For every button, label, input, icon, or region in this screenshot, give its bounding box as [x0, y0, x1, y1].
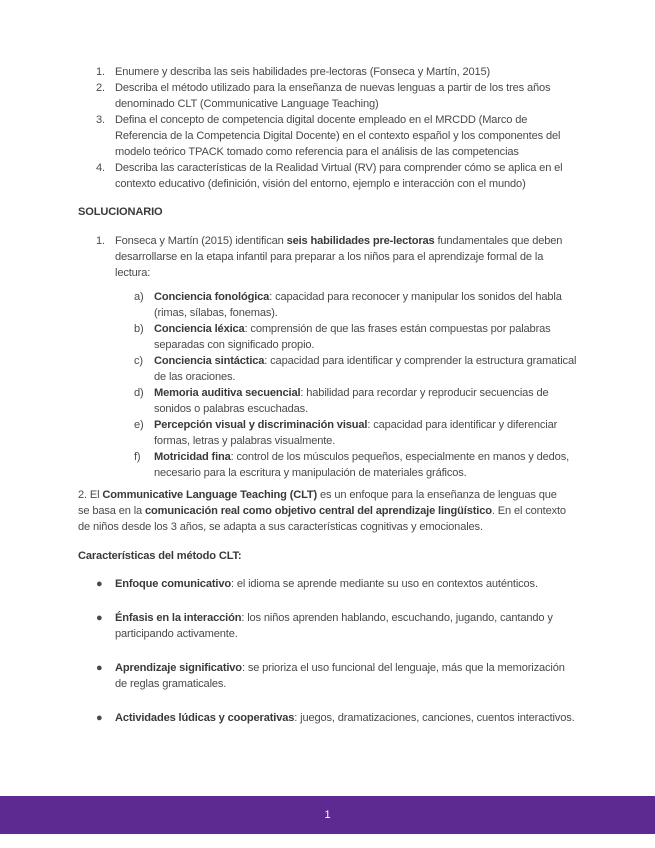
- skill-letter: f): [134, 451, 141, 463]
- skill-item: [134, 353, 578, 385]
- clt-term: Actividades lúdicas y cooperativas: [115, 712, 295, 724]
- skill-letter: c): [134, 355, 143, 367]
- answer-1-pre: Fonseca y Martín (2015) identifican: [115, 235, 287, 247]
- skill-term: Motricidad fina: [154, 451, 231, 463]
- skill-term: Conciencia sintáctica: [154, 355, 265, 367]
- clt-item: [96, 660, 576, 692]
- skill-item: [134, 321, 578, 353]
- answer-number: 1.: [96, 235, 105, 247]
- answer-2-text: es un enfoque para la enseñanza de lenguas que se basa en la: [78, 489, 557, 517]
- skills-list: [96, 289, 578, 481]
- question-text: Describa las características de la Realidad Virtual (RV) para comprender cómo se aplica en el contexto educativo (definición, visión del entorno, ejemplo e interacción con el mundo): [115, 162, 563, 190]
- bullet-icon: ●: [96, 578, 103, 590]
- page-number: 1: [324, 809, 331, 821]
- answer-2-text: 2. El: [78, 489, 103, 501]
- skill-desc: : comprensión de que las frases están compuestas por palabras separadas con significado propio.: [154, 323, 551, 351]
- question-item: [96, 80, 576, 112]
- answer-1-post: fundamentales que deben desarrollarse en la etapa infantil para preparar a los niños para el aprendizaje formal de la lectura:: [115, 235, 563, 279]
- skill-desc: : capacidad para identificar y comprender la estructura gramatical de las oraciones.: [154, 355, 577, 383]
- question-text: Describa el método utilizado para la enseñanza de nuevas lenguas a partir de los tres años denominado CLT (Communicative Language Teaching): [115, 82, 551, 110]
- question-number: 2.: [96, 82, 105, 94]
- clt-item: [96, 710, 576, 726]
- question-text: Enumere y describa las seis habilidades pre-lectoras (Fonseca y Martín, 2015): [115, 66, 491, 78]
- clt-list: [96, 576, 576, 744]
- skill-term: Conciencia fonológica: [154, 291, 270, 303]
- question-text: Defina el concepto de competencia digital docente empleado en el MRCDD (Marco de Referencia de la Competencia Digital Docente) en el contexto español y los componentes del modelo teórico TPACK tomado como referencia para el análisis de las competencias: [115, 114, 561, 158]
- skill-item: [134, 417, 578, 449]
- answer-2-text: . En el contexto de niños desde los 3 años, se adapta a sus características cognitivas y emocionales.: [78, 505, 566, 533]
- page-footer: [0, 796, 655, 834]
- question-item: [96, 160, 576, 192]
- skill-term: Conciencia léxica: [154, 323, 245, 335]
- clt-item: [96, 576, 576, 592]
- clt-desc: : el idioma se aprende mediante su uso en contextos auténticos.: [230, 578, 538, 590]
- clt-term: Énfasis en la interacción: [115, 612, 242, 624]
- questions-list: [96, 64, 576, 192]
- skill-desc: : habilidad para recordar y reproducir secuencias de sonidos o palabras escuchadas.: [154, 387, 549, 415]
- skill-item: [134, 385, 578, 417]
- question-number: 1.: [96, 66, 105, 78]
- clt-desc: : juegos, dramatizaciones, canciones, cuentos interactivos.: [294, 712, 575, 724]
- clt-desc: : se prioriza el uso funcional del lenguaje, más que la memorización de reglas gramaticales.: [115, 662, 565, 690]
- skill-term: Percepción visual y discriminación visual: [154, 419, 368, 431]
- question-number: 4.: [96, 162, 105, 174]
- skill-item: [134, 449, 578, 481]
- skill-desc: : capacidad para reconocer y manipular los sonidos del habla (rimas, sílabas, fonemas).: [154, 291, 562, 319]
- answer-2-paragraph: [78, 487, 570, 535]
- skill-letter: e): [134, 419, 144, 431]
- answer-2-bold: Communicative Language Teaching (CLT): [102, 489, 318, 501]
- clt-term: Enfoque comunicativo: [115, 578, 231, 590]
- question-number: 3.: [96, 114, 105, 126]
- clt-desc: : los niños aprenden hablando, escuchando, jugando, cantando y participando activamente.: [115, 612, 553, 640]
- solucionario-heading: SOLUCIONARIO: [78, 206, 163, 218]
- bullet-icon: ●: [96, 662, 103, 674]
- answer-1-bold: seis habilidades pre-lectoras: [286, 235, 435, 247]
- skill-letter: d): [134, 387, 144, 399]
- skill-desc: : control de los músculos pequeños, especialmente en manos y dedos, necesario para la escritura y manipulación de materiales gráficos.: [154, 451, 570, 479]
- bullet-icon: ●: [96, 612, 103, 624]
- skill-item: [134, 289, 578, 321]
- answer-1-intro: [96, 233, 578, 281]
- answer-2-bold: comunicación real como objetivo central del aprendizaje lingüístico: [144, 505, 492, 517]
- skill-letter: a): [134, 291, 144, 303]
- answer-1: [96, 233, 578, 481]
- skill-term: Memoria auditiva secuencial: [154, 387, 301, 399]
- skill-desc: : capacidad para identificar y diferenciar formas, letras y palabras visualmente.: [154, 419, 558, 447]
- clt-item: [96, 610, 576, 642]
- skill-letter: b): [134, 323, 144, 335]
- clt-heading: Características del método CLT:: [78, 550, 242, 562]
- question-item: [96, 64, 576, 80]
- clt-term: Aprendizaje significativo: [115, 662, 242, 674]
- question-item: [96, 112, 576, 160]
- bullet-icon: ●: [96, 712, 103, 724]
